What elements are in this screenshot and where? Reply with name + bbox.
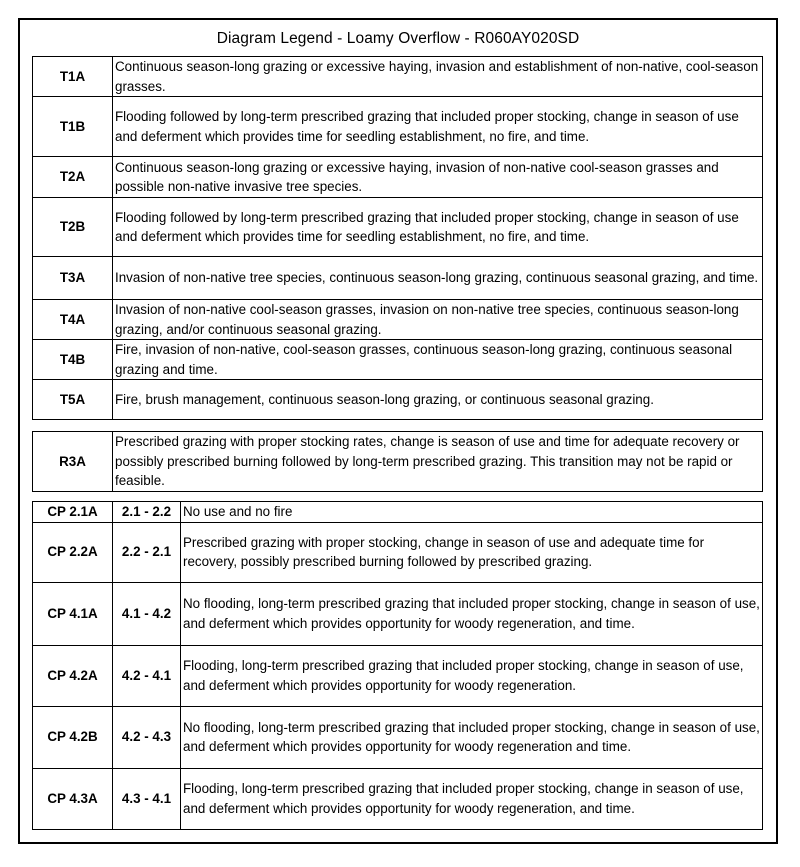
pathway-description: Prescribed grazing with proper stocking, change in season of use and adequate time for recovery, possibly prescribed burning followed by prescribed grazing. [181,522,763,582]
transitions-table [32,56,763,420]
transition-code: T4A [33,300,113,340]
transition-code: T2B [33,198,113,257]
restoration-code: R3A [33,432,113,492]
pathway-code: CP 2.2A [33,522,113,582]
pathway-range: 4.2 - 4.1 [113,645,181,706]
pathway-code: CP 4.2B [33,706,113,768]
transition-code: T1A [33,57,113,97]
pathway-description: No use and no fire [181,502,763,523]
transition-code: T1B [33,97,113,157]
table-row [33,502,763,523]
table-row [33,300,763,340]
pathway-code: CP 4.2A [33,645,113,706]
table-row [33,340,763,380]
pathway-code: CP 4.1A [33,582,113,645]
transition-code: T2A [33,157,113,198]
transition-description: Flooding followed by long-term prescribed grazing that included proper stocking, change in season of use and deferment which provides time for seedling establishment, no fire, and time. [113,97,763,157]
table-row [33,198,763,257]
restoration-description: Prescribed grazing with proper stocking rates, change is season of use and time for adequate recovery or possibly prescribed burning followed by long-term prescribed grazing. This transition may not be rapid or feasible. [113,432,763,492]
pathway-description: No flooding, long-term prescribed grazing that included proper stocking, change in season of use, and deferment which provides opportunity for woody regeneration and time. [181,706,763,768]
table-row [33,380,763,420]
table-row [33,645,763,706]
pathway-code: CP 4.3A [33,768,113,829]
pathway-description: Flooding, long-term prescribed grazing that included proper stocking, change in season of use, and deferment which provides opportunity for woody regeneration. [181,645,763,706]
transition-description: Invasion of non-native cool-season grasses, invasion on non-native tree species, continuous season-long grazing, and/or continuous seasonal grazing. [113,300,763,340]
transition-code: T4B [33,340,113,380]
transition-description: Flooding followed by long-term prescribed grazing that included proper stocking, change in season of use and deferment which provides time for seedling establishment, no fire, and time. [113,198,763,257]
table-row [33,522,763,582]
table-row [33,432,763,492]
pathway-code: CP 2.1A [33,502,113,523]
pathway-range: 4.1 - 4.2 [113,582,181,645]
transition-description: Continuous season-long grazing or excessive haying, invasion and establishment of non-native, cool-season grasses. [113,57,763,97]
pathway-range: 2.1 - 2.2 [113,502,181,523]
pathway-range: 2.2 - 2.1 [113,522,181,582]
transition-description: Continuous season-long grazing or excessive haying, invasion of non-native cool-season grasses and possible non-native invasive tree species. [113,157,763,198]
table-row [33,257,763,300]
table-row [33,582,763,645]
table-row [33,97,763,157]
table-row [33,706,763,768]
pathway-range: 4.2 - 4.3 [113,706,181,768]
transition-description: Invasion of non-native tree species, continuous season-long grazing, continuous seasonal grazing, and time. [113,257,763,300]
restorations-table [32,431,763,492]
transition-code: T3A [33,257,113,300]
table-row [33,57,763,97]
pathway-description: No flooding, long-term prescribed grazing that included proper stocking, change in season of use, and deferment which provides opportunity for woody regeneration, and time. [181,582,763,645]
pathway-description: Flooding, long-term prescribed grazing that included proper stocking, change in season of use, and deferment which provides opportunity for woody regeneration, and time. [181,768,763,829]
transition-description: Fire, brush management, continuous season-long grazing, or continuous seasonal grazing. [113,380,763,420]
table-row [33,768,763,829]
community-pathways-table [32,501,763,830]
transition-code: T5A [33,380,113,420]
legend-title: Diagram Legend - Loamy Overflow - R060AY020SD [216,30,580,47]
transition-description: Fire, invasion of non-native, cool-season grasses, continuous season-long grazing, continuous seasonal grazing and time. [113,340,763,380]
pathway-range: 4.3 - 4.1 [113,768,181,829]
table-row [33,157,763,198]
